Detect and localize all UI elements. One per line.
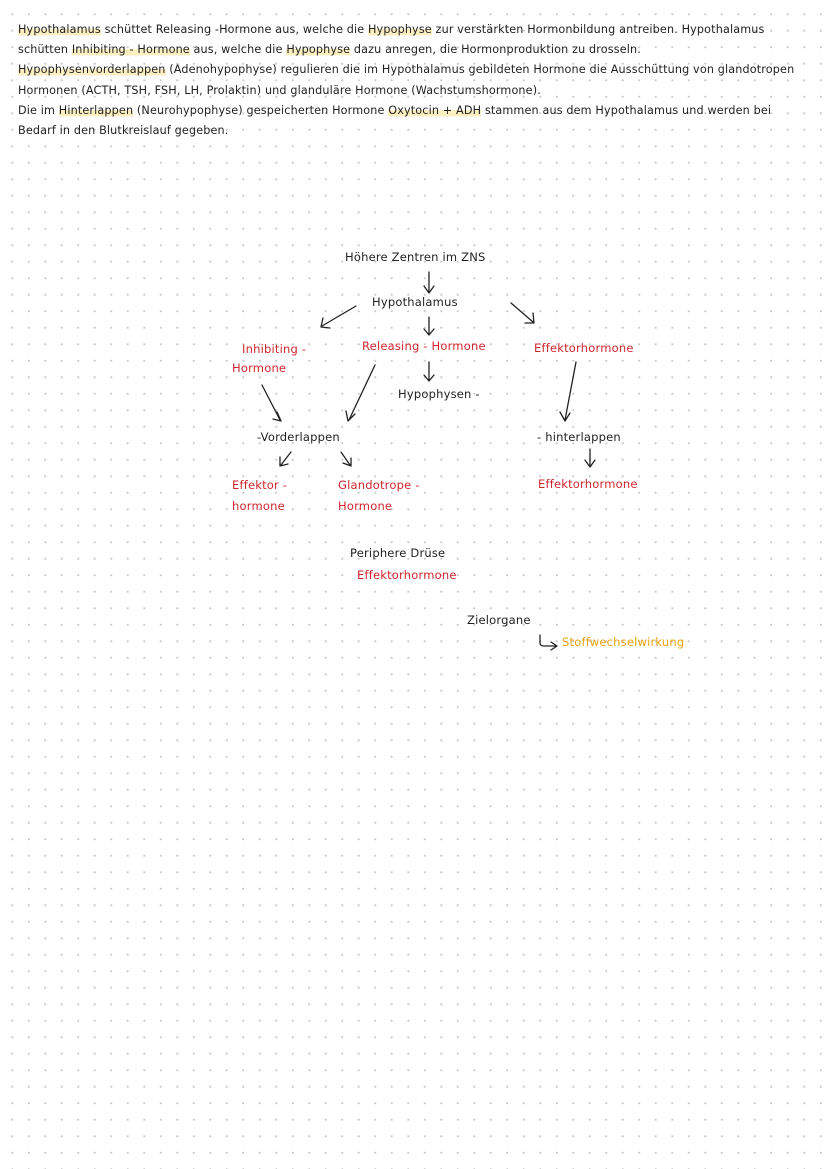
label-releasing: Releasing - Hormone xyxy=(362,339,486,353)
label-effektor-top: Effektorhormone xyxy=(534,341,634,355)
arrow-down-left-icon xyxy=(280,452,291,466)
label-zielorgane: Zielorgane xyxy=(467,613,531,627)
label-effektor-right: Effektorhormone xyxy=(538,477,638,491)
label-inhibiting-1: Inhibiting - xyxy=(242,342,307,356)
arrow-down-right-icon xyxy=(511,303,534,323)
label-effektor-2: hormone xyxy=(232,499,285,513)
label-zns: Höhere Zentren im ZNS xyxy=(345,250,486,264)
label-vorderlappen: -Vorderlappen xyxy=(257,430,340,444)
highlight: Inhibiting - Hormone xyxy=(71,43,190,57)
intro-text xyxy=(18,20,810,141)
paragraph-hinterlappen xyxy=(18,101,810,141)
text: (Adenohypophyse) regulieren die im Hypothalamus gebildeten Hormone die Ausschüttung von glandotropen Hormonen (ACTH, TSH, FSH, LH, Prolaktin) und glanduläre Hormone (Wachstumshormone). xyxy=(18,63,795,97)
arrow-down-icon xyxy=(585,449,595,467)
text: (Neurohypophyse) gespeicherten Hormone xyxy=(133,103,389,117)
arrow-down-left-icon xyxy=(321,306,356,328)
arrow-down-icon xyxy=(560,362,576,421)
arrow-down-icon xyxy=(424,272,434,293)
highlight: Hinterlappen xyxy=(58,103,134,117)
text: aus, welche die xyxy=(189,43,287,57)
arrow-down-right-icon xyxy=(262,385,281,421)
label-stoffwechsel: Stoffwechselwirkung xyxy=(562,635,685,649)
highlight: Oxytocin + ADH xyxy=(388,103,482,117)
label-glandotrope-1: Glandotrope - xyxy=(338,478,420,492)
label-hinterlappen: - hinterlappen xyxy=(537,430,621,444)
label-druese-effektor: Effektorhormone xyxy=(357,568,457,582)
label-hypothalamus: Hypothalamus xyxy=(372,295,458,309)
label-effektor-1: Effektor - xyxy=(232,478,288,492)
text: dazu anregen, die Hormonproduktion zu drosseln. xyxy=(350,43,641,57)
text: stammen aus dem Hypothalamus und werden bei Bedarf in den Blutkreislauf gegeben. xyxy=(18,103,772,138)
text: zur verstärkten Hormonbildung antreiben. Hypothalamus schütten xyxy=(18,23,765,57)
label-druese: Periphere Drüse xyxy=(350,546,446,560)
arrow-line-icon xyxy=(346,365,375,421)
label-glandotrope-2: Hormone xyxy=(338,499,393,513)
label-hypophysen: Hypophysen - xyxy=(398,387,480,401)
highlight: Hypophyse xyxy=(367,23,432,36)
highlight: Hypophyse xyxy=(286,43,351,57)
arrow-down-icon xyxy=(424,317,434,335)
paragraph-hypothalamus xyxy=(18,20,810,60)
arrow-down-icon xyxy=(424,362,434,381)
label-inhibiting-2: Hormone xyxy=(232,361,287,375)
arrow-down-right-icon xyxy=(341,452,351,466)
highlight: Hypothalamus xyxy=(18,23,101,36)
paragraph-vorderlappen xyxy=(18,60,810,100)
text: Die im xyxy=(18,103,59,117)
text: schüttet Releasing -Hormone aus, welche die xyxy=(100,23,368,36)
highlight: Hypophysenvorderlappen xyxy=(18,63,166,77)
arrow-hook-right-icon xyxy=(540,635,557,650)
